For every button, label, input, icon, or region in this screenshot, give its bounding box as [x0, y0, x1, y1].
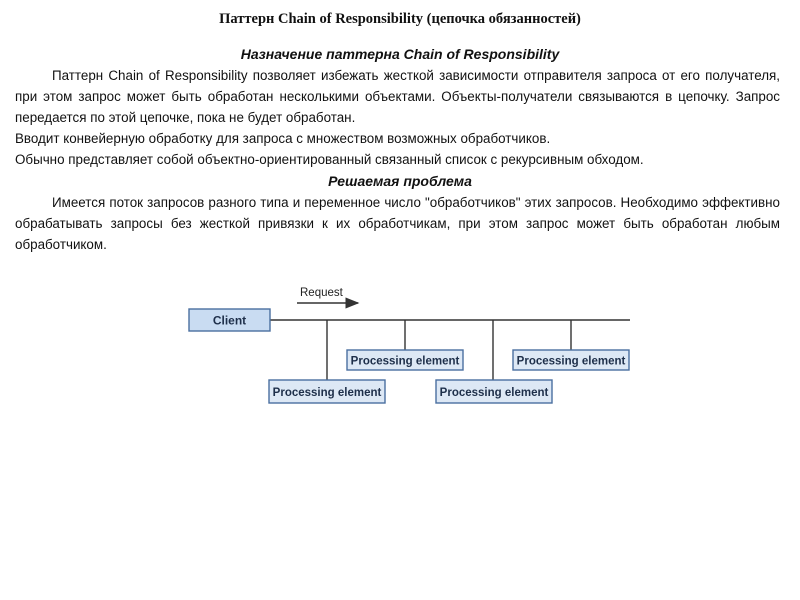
- processing-element-label: Processing element: [272, 387, 382, 399]
- processing-element-label: Processing element: [516, 355, 626, 368]
- problem-heading: Решаемая проблема: [328, 173, 472, 189]
- client-label: Client: [212, 313, 247, 328]
- processing-element-label: Processing element: [350, 355, 460, 368]
- purpose-heading: Назначение паттерна Chain of Responsibility: [240, 46, 560, 62]
- purpose-paragraph-2: Вводит конвейерную обработку для запроса с множеством возможных обработчиков.: [15, 131, 551, 146]
- request-label: Request: [300, 287, 343, 299]
- processing-element-label: Processing element: [439, 387, 549, 399]
- purpose-paragraph-1: Паттерн Chain of Responsibility позволяет избежать жесткой зависимости отправителя запроса от его получателя, при этом запрос может быть обработан несколькими объектами. Объекты-получатели связываются в цепочку. Запрос передается по этой цепочке, пока не будет обработан.: [15, 68, 780, 125]
- problem-paragraph: Имеется поток запросов разного типа и переменное число "обработчиков" этих запросов. Необходимо эффективно обрабатывать запросы без жесткой привязки к их обработчикам, при этом запрос может быть обработан любым обработчиком.: [15, 195, 780, 252]
- purpose-paragraph-3: Обычно представляет собой объектно-ориентированный связанный список с рекурсивным обходом.: [15, 152, 644, 167]
- page-title: Паттерн Chain of Responsibility (цепочка обязанностей): [219, 11, 581, 27]
